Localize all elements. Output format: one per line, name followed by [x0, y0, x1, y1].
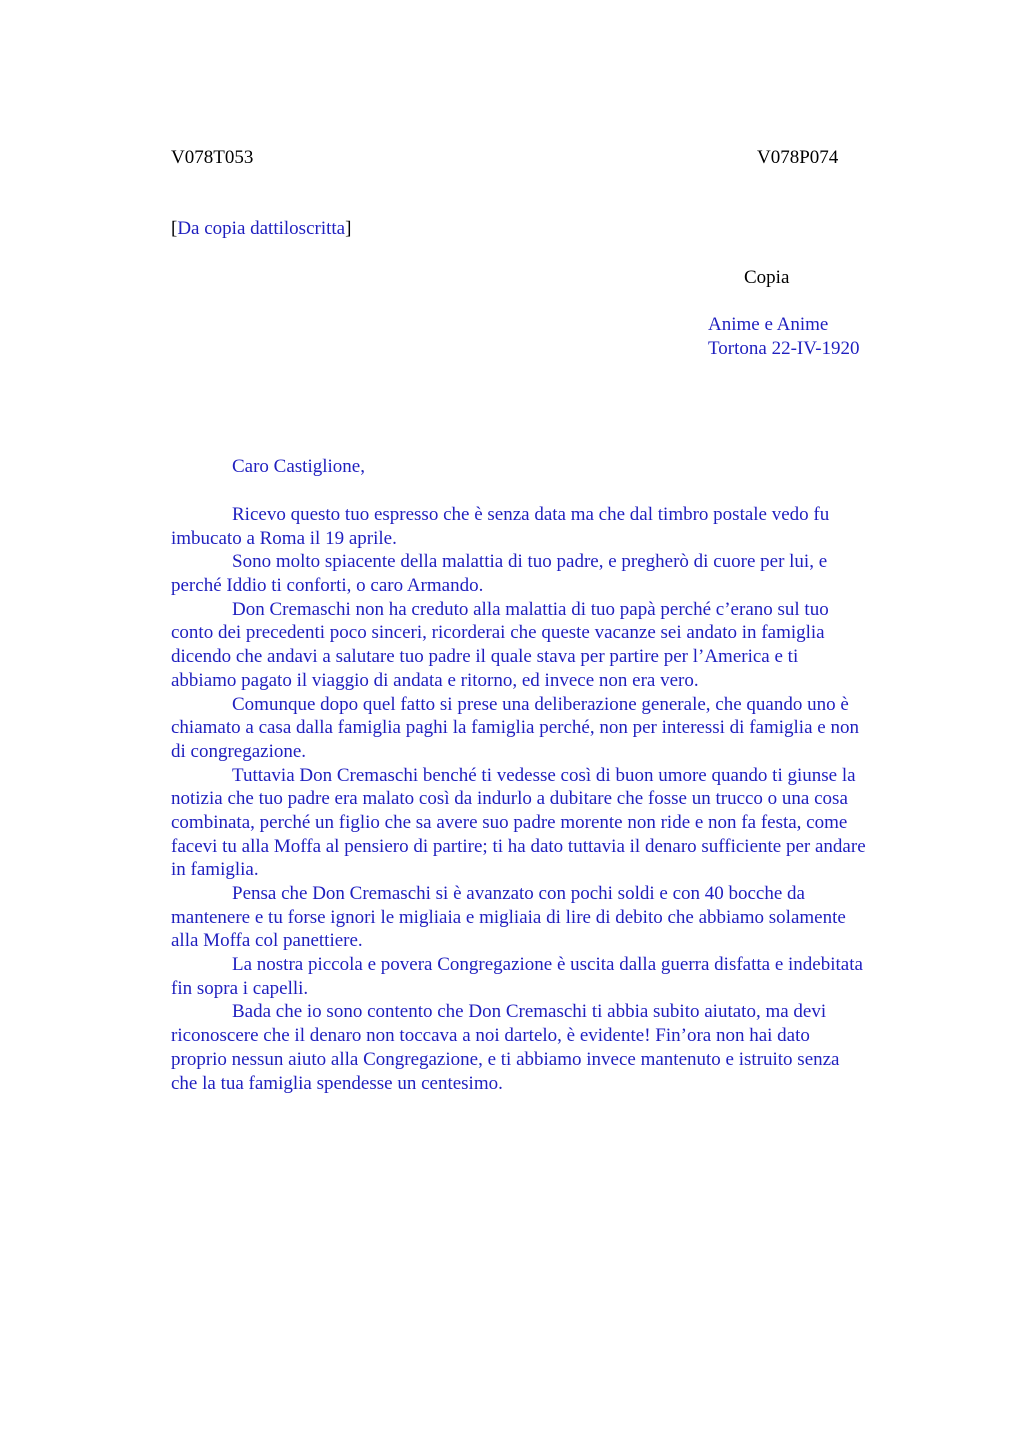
body-line: Don Cremaschi non ha creduto alla malattia di tuo papà perché c’erano sul tuo	[232, 598, 829, 620]
body-line: Tuttavia Don Cremaschi benché ti vedesse così di buon umore quando ti giunse la	[232, 764, 856, 786]
letter-body	[171, 503, 951, 1095]
body-line: fin sopra i capelli.	[171, 977, 309, 999]
dateline-place: Anime e Anime	[708, 314, 829, 335]
dateline-date: Tortona 22-IV-1920	[708, 338, 860, 359]
source-note	[171, 217, 351, 241]
source-note-close-bracket: ]	[345, 218, 352, 239]
body-line: facevi tu alla Moffa al pensiero di partire; ti ha dato tuttavia il denaro sufficiente per andare	[171, 835, 866, 857]
body-line: alla Moffa col panettiere.	[171, 930, 363, 952]
document-code-right: V078P074	[757, 147, 839, 168]
document-code-left: V078T053	[171, 147, 254, 168]
salutation: Caro Castiglione,	[232, 456, 365, 477]
body-line: Bada che io sono contento che Don Cremaschi ti abbia subito aiutato, ma devi	[232, 1001, 827, 1023]
body-line: abbiamo pagato il viaggio di andata e ritorno, ed invece non era vero.	[171, 669, 699, 691]
body-line: imbucato a Roma il 19 aprile.	[171, 527, 397, 549]
body-line: conto dei precedenti poco sinceri, ricorderai che queste vacanze sei andato in famiglia	[171, 622, 825, 644]
body-line: che la tua famiglia spendesse un centesimo.	[171, 1072, 503, 1094]
body-line: Sono molto spiacente della malattia di tuo padre, e pregherò di cuore per lui, e	[232, 551, 828, 573]
body-line: chiamato a casa dalla famiglia paghi la famiglia perché, non per interessi di famiglia e non	[171, 717, 859, 739]
source-note-text: Da copia dattiloscritta	[177, 218, 346, 239]
body-line: proprio nessun aiuto alla Congregazione, e ti abbiamo invece mantenuto e istruito senza	[171, 1048, 840, 1070]
body-line: perché Iddio ti conforti, o caro Armando.	[171, 575, 484, 597]
body-line: mantenere e tu forse ignori le migliaia e migliaia di lire di debito che abbiamo solamente	[171, 906, 846, 928]
copy-label: Copia	[744, 267, 790, 288]
body-line: Comunque dopo quel fatto si prese una deliberazione generale, che quando uno è	[232, 693, 849, 715]
body-line: Ricevo questo tuo espresso che è senza data ma che dal timbro postale vedo fu	[232, 504, 830, 525]
body-line: La nostra piccola e povera Congregazione è uscita dalla guerra disfatta e indebitata	[232, 954, 863, 976]
body-line: dicendo che andavi a salutare tuo padre il quale stava per partire per l’America e ti	[171, 646, 799, 668]
body-line: in famiglia.	[171, 859, 259, 881]
body-line: notizia che tuo padre era malato così da indurlo a dubitare che fosse un trucco o una cosa	[171, 788, 848, 810]
body-line: di congregazione.	[171, 740, 307, 762]
source-note-open-bracket: [	[171, 218, 178, 239]
body-line: Pensa che Don Cremaschi si è avanzato con pochi soldi e con 40 bocche da	[232, 883, 805, 904]
body-line: riconoscere che il denaro non toccava a noi dartelo, è evidente! Fin’ora non hai dato	[171, 1025, 810, 1047]
body-line: combinata, perché un figlio che sa avere suo padre morente non ride e non fa festa, come	[171, 811, 848, 833]
